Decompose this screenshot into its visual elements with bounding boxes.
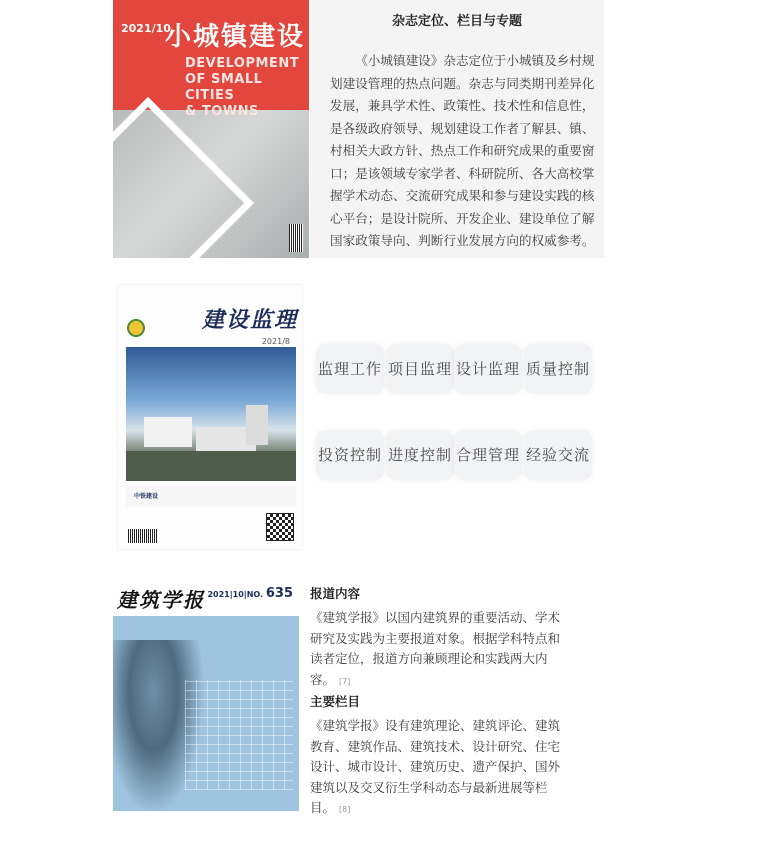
ground-shape	[126, 451, 296, 481]
coverage-panel	[310, 580, 572, 815]
section-heading-coverage: 报道内容	[310, 586, 361, 601]
cover-title-en-line: OF SMALL CITIES	[185, 72, 263, 103]
tag-item: 进度控制	[386, 430, 454, 480]
columns-text: 《建筑学报》设有建筑理论、建筑评论、建筑教育、建筑作品、建筑技术、设计研究、住宅设计、城市设计、建筑历史、遗产保护、国外建筑以及交叉衍生学科动态与最新进展等栏目。	[310, 718, 561, 815]
panel-heading: 杂志定位、栏目与专题	[391, 14, 522, 29]
columns-paragraph	[310, 716, 572, 821]
reference-marker[interactable]: [8]	[339, 805, 351, 814]
cover-title-en-line: DEVELOPMENT	[185, 56, 300, 71]
tag-item: 经验交流	[524, 430, 592, 480]
publisher-logo: 中铁建设	[134, 493, 159, 500]
tag-item: 监理工作	[316, 344, 384, 394]
cover-jianzhu-xuebao	[113, 580, 299, 811]
column-tags	[310, 330, 600, 500]
cover-title: 建筑学报	[117, 588, 205, 612]
coverage-text: 《建筑学报》以国内建筑界的重要活动、学术研究及实践为主要报道对象。根据学科特点和读者定位，报道方向兼顾理论和实践两大内容。	[310, 610, 561, 687]
section-heading-columns: 主要栏目	[310, 694, 361, 709]
barcode	[289, 224, 303, 252]
cover-building-photo	[126, 347, 296, 481]
cover-issue: 2021/8	[261, 337, 290, 346]
cover-floorplan-image	[185, 680, 293, 790]
tag-item: 设计监理	[454, 344, 522, 394]
cover-issue	[207, 586, 293, 601]
tag-item: 项目监理	[386, 344, 454, 394]
building-shape	[246, 405, 268, 445]
tag-item: 质量控制	[524, 344, 592, 394]
cover-issue: 2021/10	[121, 22, 171, 35]
cover-title: 建设监理	[202, 307, 299, 333]
journal-badge-icon	[127, 319, 145, 337]
cover-publisher-band	[126, 485, 296, 507]
tag-item: 投资控制	[316, 430, 384, 480]
reference-marker[interactable]: [7]	[339, 676, 351, 686]
cover-title-en	[185, 56, 309, 120]
cover-title-en-line: & TOWNS	[185, 104, 259, 119]
journal-positioning-panel	[310, 0, 604, 258]
cover-jianshe-jianli	[118, 285, 302, 549]
cover-issue-number: 635	[265, 586, 293, 601]
barcode	[128, 529, 158, 543]
cover-issue-date: 2021|10|NO.	[207, 590, 264, 599]
building-shape	[144, 417, 192, 447]
cover-xiaochengzhen-jianshe	[113, 0, 309, 258]
coverage-paragraph	[310, 608, 572, 692]
tag-item: 合理管理	[454, 430, 522, 480]
qr-code	[266, 513, 294, 541]
cover-title: 小城镇建设	[165, 22, 306, 52]
panel-body: 《小城镇建设》杂志定位于小城镇及乡村规划建设管理的热点问题。杂志与同类期刊差异化发展，兼具学术性、政策性、技术性和信息性，是各级政府领导、规划建设工作者了解县、镇、村相关大政方针、热点工作和研究成果的重要窗口；是该领域专家学者、科研院所、各大高校掌握学术动态、交流研究成果和参与建设实践的核心平台；是设计院所、开发企业、建设单位了解国家政策导向、判断行业发展方向的权威参考。	[330, 53, 595, 248]
